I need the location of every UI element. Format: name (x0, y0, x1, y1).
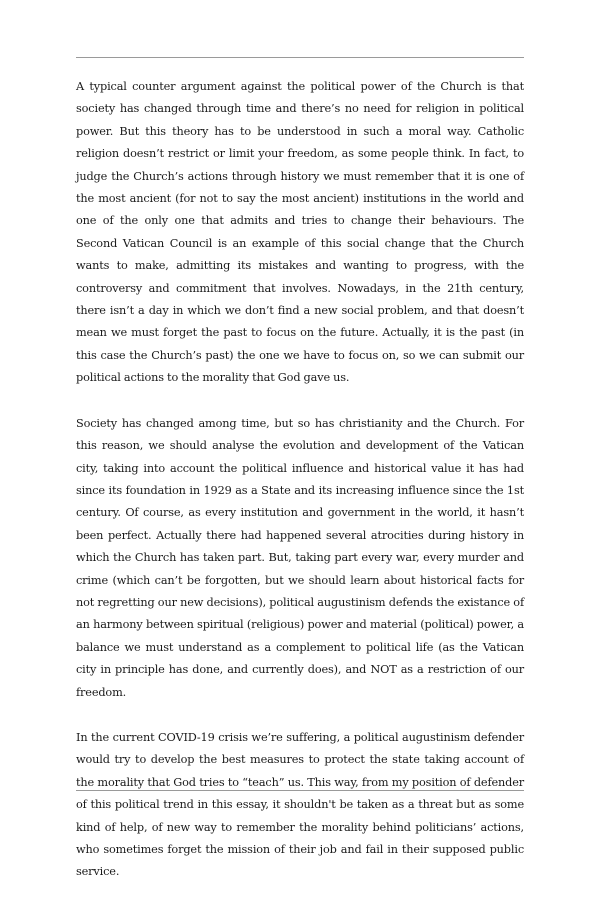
paragraph-3: In the current COVID-19 crisis we’re suffering, a political augustinism defender would try to develop the best measures to protect the state taking account of the morality that God tries to “teach” us. This way, from my position of defender of this political trend in this essay, it shouldn't be taken as a threat but as some kind of help, of new way to remember the morality behind politicians’ actions, who sometimes forget the mission of their job and fail in their supposed public service. (76, 730, 524, 879)
footer-rule (76, 790, 524, 791)
header-rule (76, 57, 524, 58)
document-body (76, 76, 524, 907)
paragraph-1: A typical counter argument against the political power of the Church is that society has changed through time and there’s no need for religion in political power. But this theory has to be understood in such a moral way. Catholic religion doesn’t restrict or limit your freedom, as some people think. In fact, to judge the Church’s actions through history we must remember that it is one of the most ancient (for not to say the most ancient) institutions in the world and one of the only one that admits and tries to change their behaviours. The Second Vatican Council is an example of this social change that the Church wants to make, admitting its mistakes and wanting to progress, with the controversy and commitment that involves. Nowadays, in the 21th century, there isn’t a day in which we don’t find a new social problem, and that doesn’t mean we must forget the past to focus on the future. Actually, it is the past (in this case the Church’s past) the one we have to focus on, so we can submit our political actions to the morality that God gave us. (76, 80, 524, 385)
paragraph-2: Society has changed among time, but so has christianity and the Church. For this reason, we should analyse the evolution and development of the Vatican city, taking into account the political influence and historical value it has had since its foundation in 1929 as a State and its increasing influence since the 1st century. Of course, as every institution and government in the world, it hasn’t been perfect. Actually there had happened several atrocities during history in which the Church has taken part. But, taking part every war, every murder and crime (which can’t be forgotten, but we should learn about historical facts for not regretting our new decisions), political augustinism defends the existance of an harmony between spiritual (religious) power and material (political) power, a balance we must understand as a complement to political life (as the Vatican city in principle has done, and currently does), and NOT as a restriction of our freedom. (76, 416, 524, 699)
